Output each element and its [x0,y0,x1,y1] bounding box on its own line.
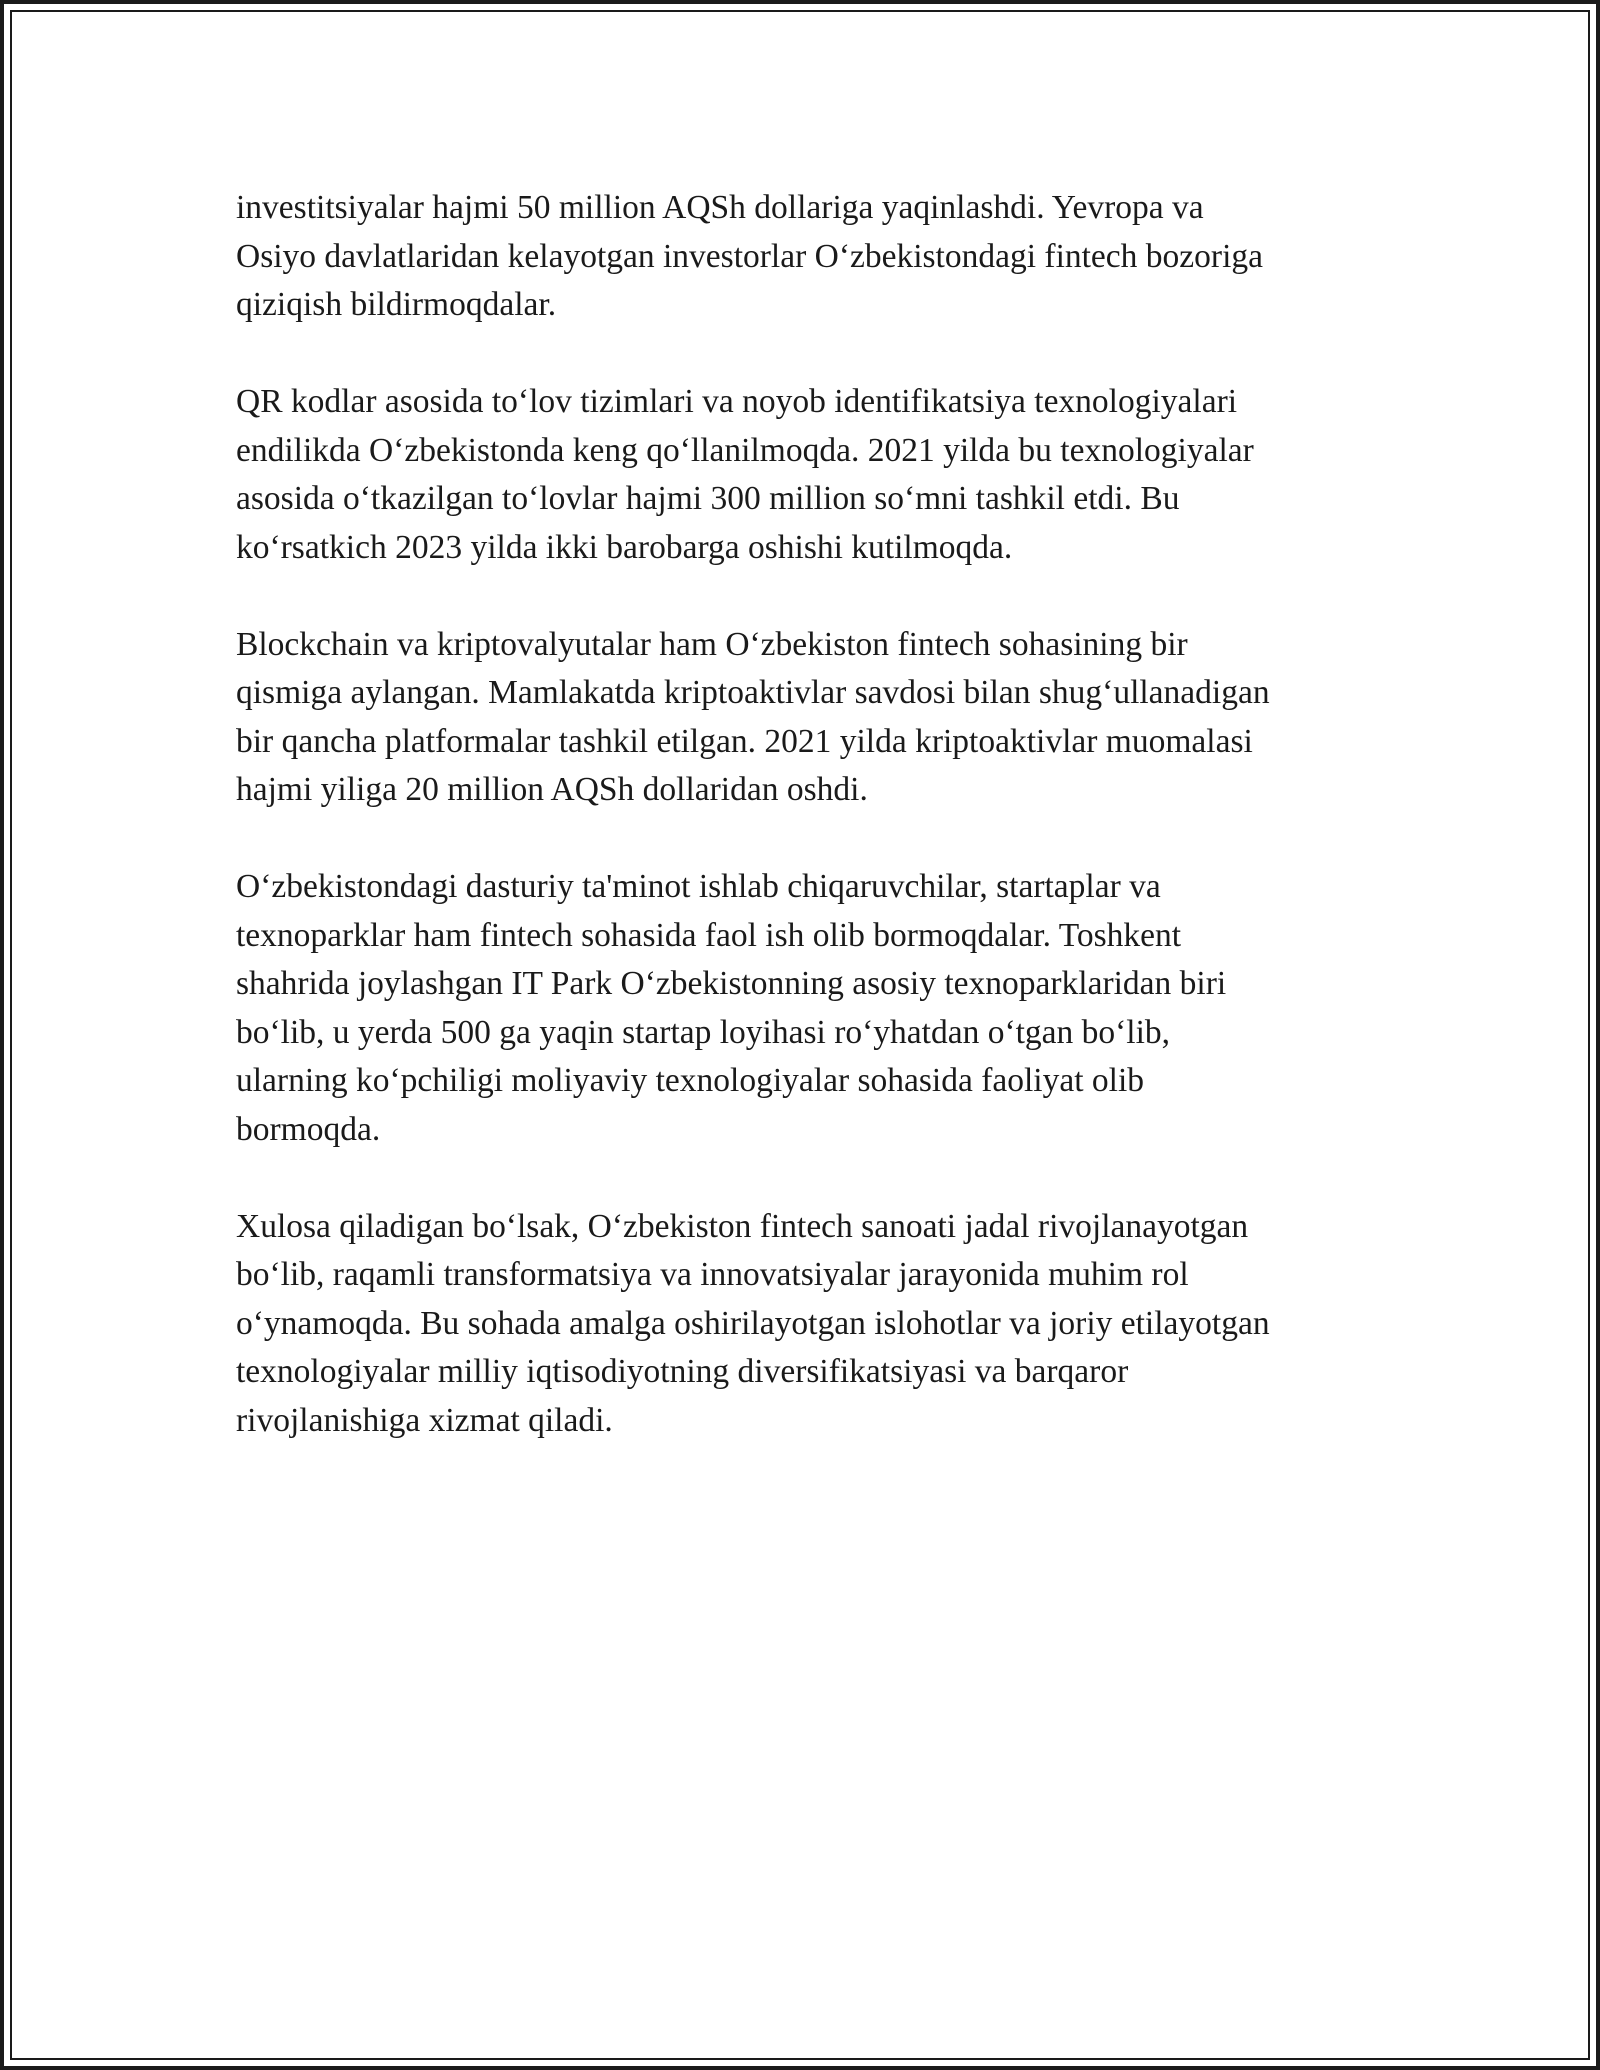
paragraph-conclusion: Xulosa qiladigan bo‘lsak, O‘zbekiston fintech sanoati jadal rivojlanayotgan bo‘lib, raqamli transformatsiya va innovatsiyalar jarayonida muhim rol o‘ynamoqda. Bu sohada amalga oshirilayotgan islohotlar va joriy etilayotgan texnologiyalar milliy iqtisodiyotning diversifikatsiyasi va barqaror rivojlanishiga xizmat qiladi. [236,1207,1270,1439]
paragraph-it-park: O‘zbekistondagi dasturiy ta'minot ishlab chiqaruvchilar, startaplar va texnoparklar ham fintech sohasida faol ish olib bormoqdalar. Toshkent shahrida joylashgan IT Park O‘zbekistonning asosiy texnoparklaridan biri bo‘lib, u yerda 500 ga yaqin startap loyihasi ro‘yhatdan o‘tgan bo‘lib, ularning ko‘pchiligi moliyaviy texnologiyalar sohasida faoliyat olib bormoqda. [236,868,1227,1148]
paragraph-investments: investitsiyalar hajmi 50 million AQSh dollariga yaqinlashdi. Yevropa va Osiyo davlatlaridan kelayotgan investorlar O‘zbekistondagi fintech bozoriga qiziqish bildirmoqdalar. [236,189,1264,323]
document-body [236,184,1376,1494]
paragraph-blockchain: Blockchain va kriptovalyutalar ham O‘zbekiston fintech sohasining bir qismiga aylangan. Mamlakatda kriptoaktivlar savdosi bilan shug‘ullanadigan bir qancha platformalar tashkil etilgan. 2021 yilda kriptoaktivlar muomalasi hajmi yiliga 20 million AQSh dollaridan oshdi. [236,625,1270,808]
paragraph-qr-payments: QR kodlar asosida to‘lov tizimlari va noyob identifikatsiya texnologiyalari endilikda O‘zbekistonda keng qo‘llanilmoqda. 2021 yilda bu texnologiyalar asosida o‘tkazilgan to‘lovlar hajmi 300 million so‘mni tashkil etdi. Bu ko‘rsatkich 2023 yilda ikki barobarga oshishi kutilmoqda. [236,383,1254,566]
